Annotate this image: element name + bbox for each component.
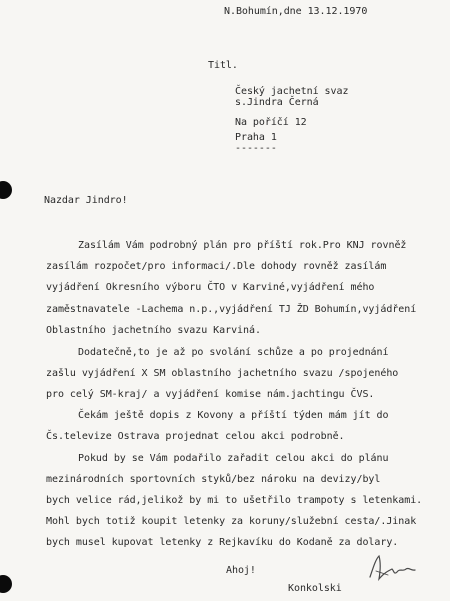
salutation: Nazdar Jindro! bbox=[44, 195, 128, 206]
paragraph-line: zašlu vyjádření X SM oblastního jachetního svazu /spojeného bbox=[46, 368, 399, 379]
paragraph-line: Mohl bych totiž koupit letenky za koruny/služební cesta/.Jinak bbox=[46, 516, 417, 527]
recipient-city: Praha 1 bbox=[235, 132, 277, 143]
recipient-street: Na poříčí 12 bbox=[235, 117, 307, 128]
closing: Ahoj! bbox=[226, 565, 256, 576]
paragraph-line: vyjádření Okresního výboru ČTO v Karviné,vyjádření mého bbox=[46, 282, 375, 293]
sender-name: Konkolski bbox=[288, 583, 342, 594]
handwritten-signature bbox=[366, 551, 418, 585]
paragraph-line: Dodatečně,to je až po svolání schůze a po projednání bbox=[78, 347, 389, 358]
paragraph-line: bych musel kupovat letenky z Rejkavíku do Kodaně za dolary. bbox=[46, 537, 399, 548]
place-date: N.Bohumín,dne 13.12.1970 bbox=[224, 6, 368, 17]
paragraph-line: pro celý SM-kraj/ a vyjádření komise nám.jachtingu ČVS. bbox=[46, 389, 375, 400]
paragraph-line: Čekám ještě dopis z Kovony a příští týden mám jít do bbox=[78, 410, 389, 421]
recipient-underline: ------- bbox=[235, 143, 277, 154]
recipient-organization: Český jachetní svaz bbox=[235, 86, 349, 97]
paragraph-line: Čs.televize Ostrava projednat celou akci podrobně. bbox=[46, 431, 345, 442]
paragraph-line: Pokud by se Vám podařilo zařadit celou akci do plánu bbox=[78, 453, 389, 464]
punch-hole-top bbox=[0, 181, 12, 199]
paragraph-line: Oblastního jachetního svazu Karviná. bbox=[46, 325, 261, 336]
recipient-person: s.Jindra Černá bbox=[235, 97, 319, 108]
paragraph-line: bych velice rád,jelikož by mi to ušetřilo trampoty s letenkami. bbox=[46, 495, 423, 506]
punch-hole-bottom bbox=[0, 575, 12, 593]
paragraph-line: Zasílám Vám podrobný plán pro příští rok.Pro KNJ rovněž bbox=[78, 240, 407, 251]
address-title: Titl. bbox=[208, 60, 238, 71]
paragraph-line: zaměstnavatele -Lachema n.p.,vyjádření TJ ŽD Bohumín,vyjádření bbox=[46, 304, 417, 315]
paragraph-line: mezinárodních sportovních styků/bez nároku na devizy/byl bbox=[46, 474, 381, 485]
paragraph-line: zasílám rozpočet/pro informaci/.Dle dohody rovněž zasílám bbox=[46, 261, 387, 272]
